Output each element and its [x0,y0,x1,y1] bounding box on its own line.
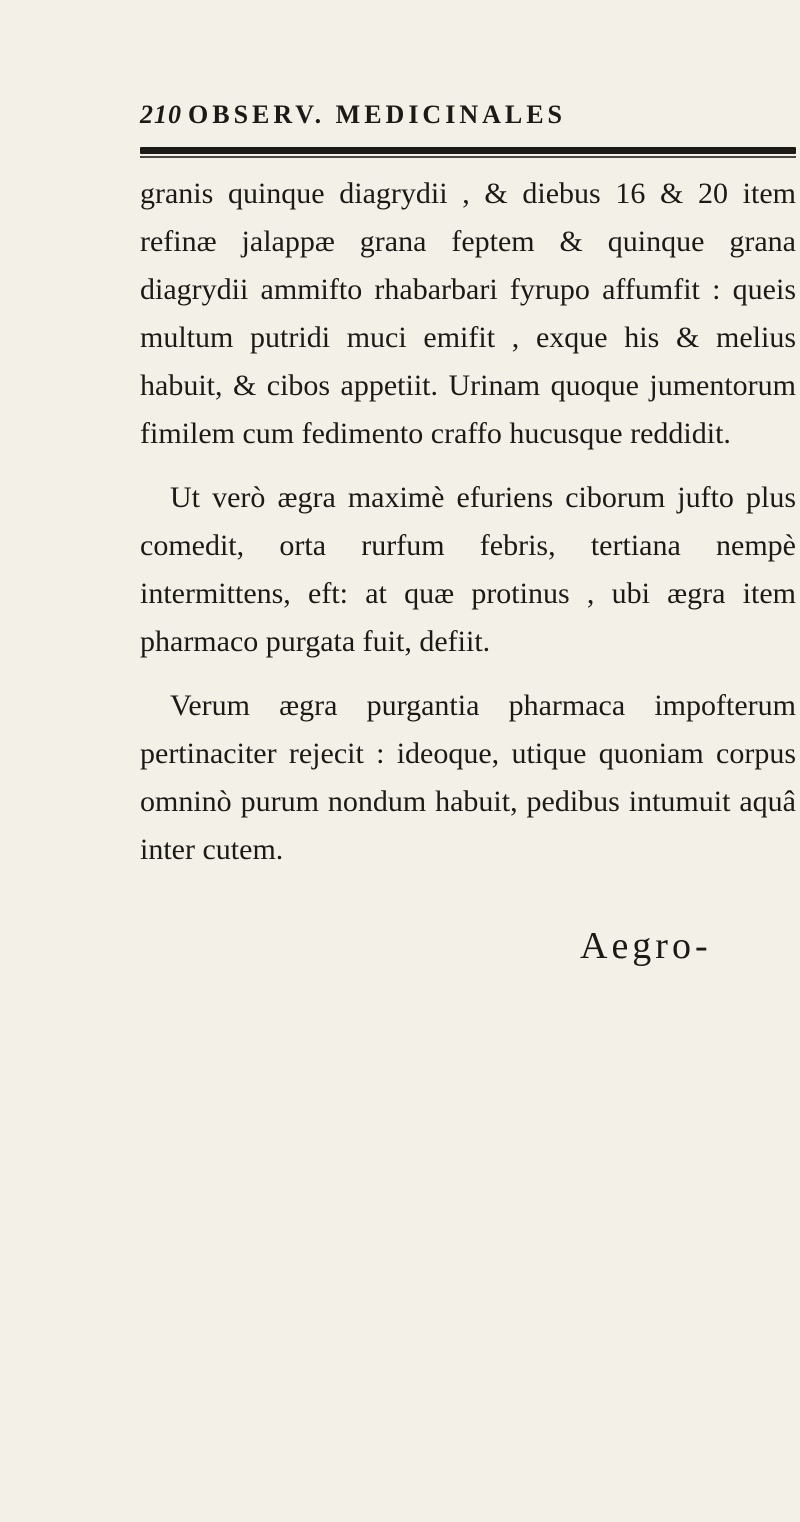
header-rule-thin [140,156,796,158]
paragraph-2: Ut verò ægra maximè efuriens ciborum jufto plus comedit, orta rurfum febris, tertiana nempè intermittens, eft: at quæ protinus , ubi ægra item pharmaco purgata fuit, defiit. [140,481,796,658]
header-rule [140,147,796,154]
page-number: 210 [140,100,182,129]
paragraph-3: Verum ægra purgantia pharmaca impofterum pertinaciter rejecit : ideoque, utique quoniam corpus omninò purum nondum habuit, pedibus intumuit aquâ inter cutem. [140,689,796,866]
paragraph-1: granis quinque diagrydii , & diebus 16 & 20 item refinæ jalappæ grana feptem & quinque grana diagrydii ammifto rhabarbari fyrupo affumfit : queis multum putridi muci emifit , exque his & melius habuit, & cibos appetiit. Urinam quoque jumentorum fimilem cum fedimento craffo hucusque reddidit. [140,177,796,450]
running-title: OBSERV. MEDICINALES [188,100,567,129]
body-text [140,170,796,874]
page-header [140,100,800,140]
catchword: Aegro- [580,925,712,967]
